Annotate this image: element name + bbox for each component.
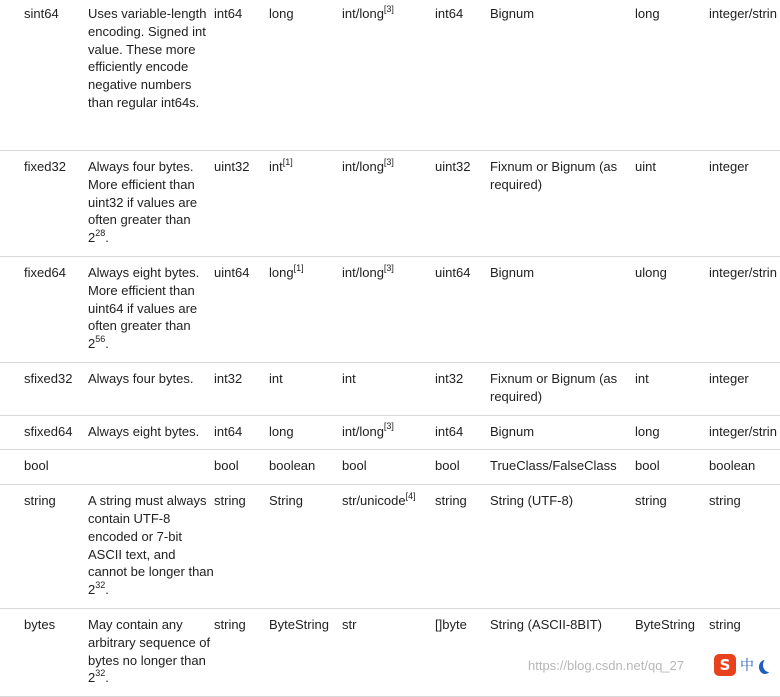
table-row <box>0 256 780 362</box>
go-type-cell: int64 <box>435 415 490 450</box>
java-type-cell: long <box>269 0 342 151</box>
python-type-cell: str/unicode[4] <box>342 485 435 609</box>
proto-type-cell: string <box>0 485 88 609</box>
ruby-type-cell: Bignum <box>490 256 635 362</box>
csharp-type-cell: bool <box>635 450 709 485</box>
python-type-cell: int/long[3] <box>342 151 435 257</box>
csdn-watermark: https://blog.csdn.net/qq_27 <box>528 658 685 673</box>
go-type-cell: int32 <box>435 362 490 415</box>
go-type-cell: uint32 <box>435 151 490 257</box>
proto-type-cell: fixed64 <box>0 256 88 362</box>
table-row <box>0 151 780 257</box>
proto-type-cell: bytes <box>0 608 88 696</box>
footnote-ref[interactable]: [4] <box>405 490 416 501</box>
cpp-type-cell: int32 <box>214 362 269 415</box>
php-type-cell: integer/strin <box>709 0 780 151</box>
go-type-cell: []byte <box>435 608 490 696</box>
table-row <box>0 0 780 151</box>
notes-cell: Uses variable-length encoding. Signed int value. These more efficiently encode negative numbers than regular int64s. <box>88 0 214 151</box>
notes-cell: A string must always contain UTF-8 encoded or 7-bit ASCII text, and cannot be longer than $2^{32}$. <box>88 485 214 609</box>
java-type-cell: boolean <box>269 450 342 485</box>
ruby-type-cell: Fixnum or Bignum (as required) <box>490 362 635 415</box>
python-type-cell: int <box>342 362 435 415</box>
footnote-ref[interactable]: [3] <box>383 421 394 432</box>
notes-cell: Always eight bytes. <box>88 415 214 450</box>
cpp-type-cell: uint32 <box>214 151 269 257</box>
footnote-ref[interactable]: [3] <box>383 156 394 167</box>
php-type-cell: integer <box>709 362 780 415</box>
ime-toolbar[interactable] <box>714 650 780 680</box>
ruby-type-cell: TrueClass/FalseClass <box>490 450 635 485</box>
proto-type-cell: sint64 <box>0 0 88 151</box>
cpp-type-cell: string <box>214 608 269 696</box>
csharp-type-cell: int <box>635 362 709 415</box>
notes-cell: May contain any arbitrary sequence of bytes no longer than $2^{32}$. <box>88 608 214 696</box>
table-row <box>0 415 780 450</box>
moon-icon[interactable] <box>763 658 775 672</box>
sogou-logo-icon[interactable]: S <box>714 654 736 676</box>
ime-language-label[interactable]: 中 <box>740 658 754 674</box>
php-type-cell: boolean <box>709 450 780 485</box>
notes-cell <box>88 450 214 485</box>
table-row <box>0 362 780 415</box>
php-type-cell: integer/strin <box>709 256 780 362</box>
ruby-type-cell: String (UTF-8) <box>490 485 635 609</box>
go-type-cell: string <box>435 485 490 609</box>
ruby-type-cell: Bignum <box>490 415 635 450</box>
ruby-type-cell: String (ASCII-8BIT) <box>490 608 635 696</box>
cpp-type-cell: uint64 <box>214 256 269 362</box>
python-type-cell: bool <box>342 450 435 485</box>
python-type-cell: int/long[3] <box>342 256 435 362</box>
go-type-cell: bool <box>435 450 490 485</box>
ruby-type-cell: Bignum <box>490 0 635 151</box>
php-type-cell: string <box>709 485 780 609</box>
java-type-cell: long <box>269 415 342 450</box>
footnote-ref[interactable]: [3] <box>383 3 394 14</box>
java-type-cell: String <box>269 485 342 609</box>
php-type-cell: string <box>709 608 780 696</box>
proto-type-cell: sfixed32 <box>0 362 88 415</box>
notes-cell: Always eight bytes. More efficient than uint64 if values are often greater than $2^{56}$. <box>88 256 214 362</box>
ruby-type-cell: Fixnum or Bignum (as required) <box>490 151 635 257</box>
csharp-type-cell: uint <box>635 151 709 257</box>
csharp-type-cell: ulong <box>635 256 709 362</box>
go-type-cell: uint64 <box>435 256 490 362</box>
python-type-cell: str <box>342 608 435 696</box>
csharp-type-cell: string <box>635 485 709 609</box>
cpp-type-cell: int64 <box>214 0 269 151</box>
notes-cell: Always four bytes. More efficient than uint32 if values are often greater than $2^{28}$. <box>88 151 214 257</box>
java-type-cell: ByteString <box>269 608 342 696</box>
table-row <box>0 450 780 485</box>
java-type-cell: int[1] <box>269 151 342 257</box>
cpp-type-cell: string <box>214 485 269 609</box>
proto-type-cell: fixed32 <box>0 151 88 257</box>
proto-type-cell: bool <box>0 450 88 485</box>
python-type-cell: int/long[3] <box>342 415 435 450</box>
footnote-ref[interactable]: [1] <box>293 262 304 273</box>
table-row <box>0 608 780 696</box>
table-row <box>0 485 780 609</box>
php-type-cell: integer <box>709 151 780 257</box>
notes-cell: Always four bytes. <box>88 362 214 415</box>
csharp-type-cell: ByteString <box>635 608 709 696</box>
java-type-cell: long[1] <box>269 256 342 362</box>
php-type-cell: integer/strin <box>709 415 780 450</box>
csharp-type-cell: long <box>635 415 709 450</box>
proto-type-cell: sfixed64 <box>0 415 88 450</box>
python-type-cell: int/long[3] <box>342 0 435 151</box>
footnote-ref[interactable]: [3] <box>383 262 394 273</box>
footnote-ref[interactable]: [1] <box>282 156 293 167</box>
csharp-type-cell: long <box>635 0 709 151</box>
cpp-type-cell: bool <box>214 450 269 485</box>
go-type-cell: int64 <box>435 0 490 151</box>
cpp-type-cell: int64 <box>214 415 269 450</box>
java-type-cell: int <box>269 362 342 415</box>
